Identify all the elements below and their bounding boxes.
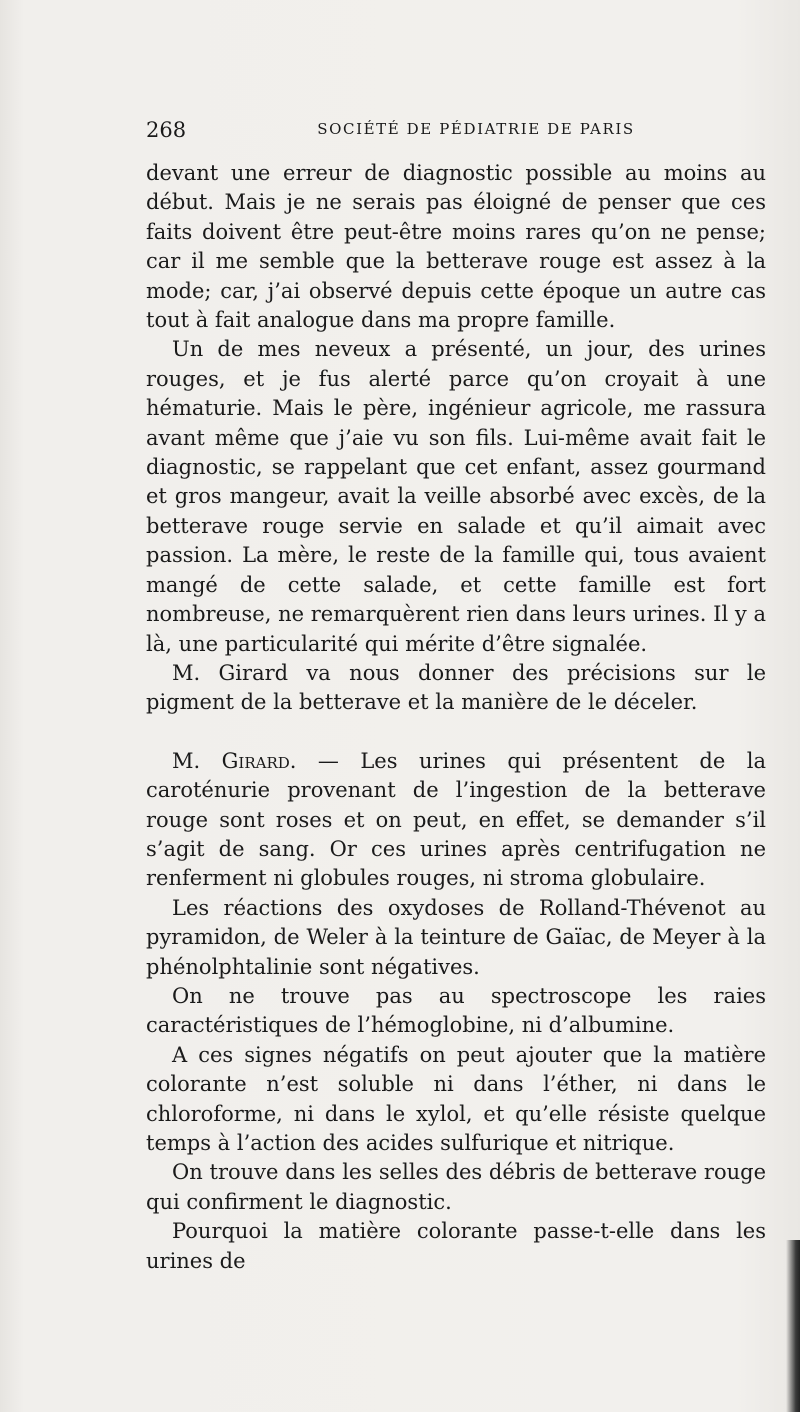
paragraph: Les réactions des oxydoses de Rolland-Thévenot au pyramidon, de Weler à la teinture de Gaïac, de Meyer à la phénolphtalinie sont négatives.	[146, 895, 766, 979]
paragraph: Pourquoi la matière colorante passe-t-elle dans les urines de	[146, 1219, 766, 1273]
speaker-text: — Les urines qui présentent de la caroténurie provenant de l’ingestion de la betterave rouge sont roses et on peut, en effet, se demander s’il s’agit de sang. Or ces urines après centrifugation ne renferment ni globules rouges, ni stroma globulaire.	[146, 748, 766, 891]
paragraph: On ne trouve pas au spectroscope les raies caractéristiques de l’hémoglobine, ni d’albumine.	[146, 983, 766, 1038]
paragraph: On trouve dans les selles des débris de betterave rouge qui confirment le diagnostic.	[146, 1160, 766, 1214]
paragraph: A ces signes négatifs on peut ajouter que la matière colorante n’est soluble ni dans l’éther, ni dans le chloroforme, ni dans le xylol, et qu’elle résiste quelque temps à l’action des acides sulfurique et nitrique.	[146, 1042, 766, 1155]
running-title: SOCIÉTÉ DE PÉDIATRIE DE PARIS	[317, 120, 635, 138]
body-text	[146, 159, 766, 1276]
paragraph: Un de mes neveux a présenté, un jour, des urines rouges, et je fus alerté parce qu’on croyait à une hématurie. Mais le père, ingénieur agricole, me rassura avant même que j’aie vu son fils. Lui-même avait fait le diagnostic, se rappelant que cet enfant, assez gourmand et gros mangeur, avait la veille absorbé avec excès, de la betterave rouge servie en salade et qu’il aimait avec passion. La mère, le reste de la famille qui, tous avaient mangé de cette salade, et cette famille est fort nombreuse, ne remarquèrent rien dans leurs urines. Il y a là, une particularité qui mérite d’être signalée.	[146, 337, 766, 656]
page-header	[146, 118, 766, 148]
speaker-paragraph	[146, 747, 766, 894]
paragraph: devant une erreur de diagnostic possible au moins au début. Mais je ne serais pas éloigné de penser que ces faits doivent être peut-être moins rares qu’on ne pense; car il me semble que la betterave rouge est assez à la mode; car, j’ai observé depuis cette époque un autre cas tout à fait analogue dans ma propre famille.	[146, 161, 766, 333]
paragraph: M. Girard va nous donner des précisions sur le pigment de la betterave et la manière de le déceler.	[146, 660, 766, 715]
page-number: 268	[146, 118, 187, 142]
speaker-name: M. Girard.	[172, 748, 297, 773]
page-edge-shadow	[786, 1240, 800, 1412]
